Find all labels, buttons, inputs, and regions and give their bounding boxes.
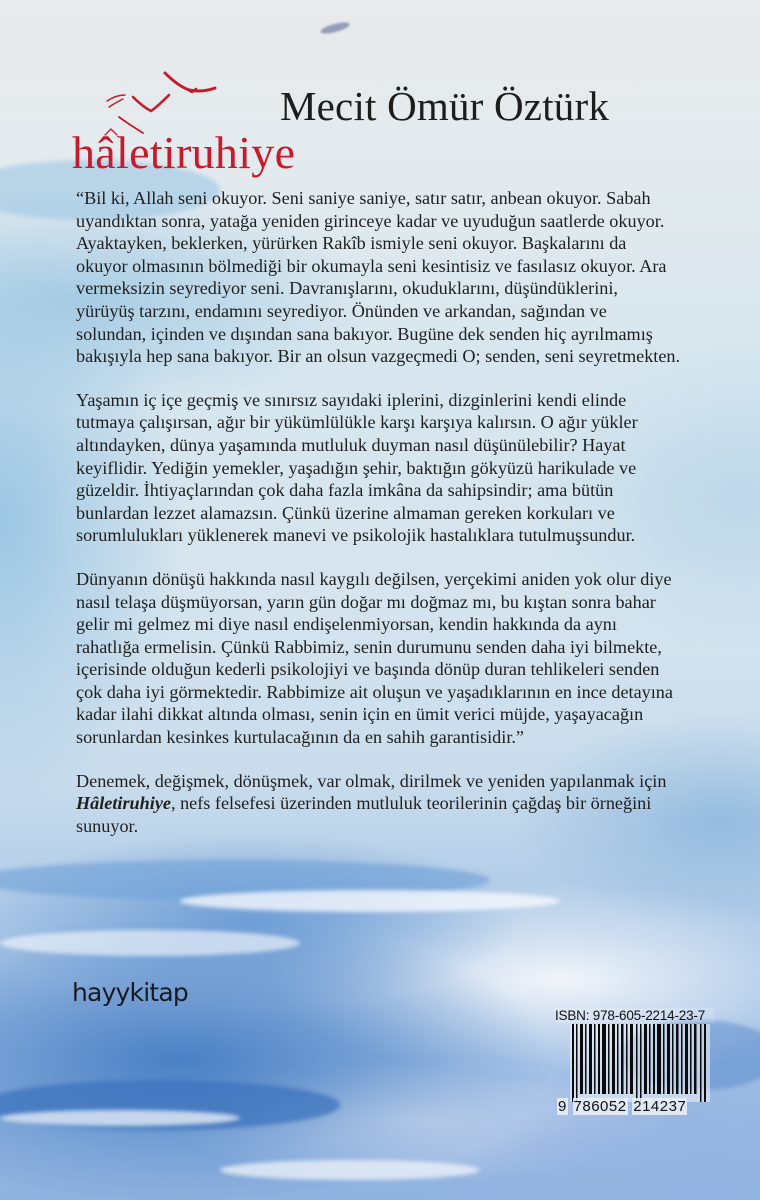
title-emphasis: Hâletiruhiye bbox=[76, 793, 171, 814]
author-name: Mecit Ömür Öztürk bbox=[280, 83, 610, 129]
blurb-text bbox=[76, 187, 716, 858]
blurb-line: Yaşamın iç içe geçmiş ve sınırsız sayıdaki iplerini, dizginlerini kendi elinde bbox=[76, 389, 627, 410]
blurb-line: gelir mi gelmez mi diye nasıl endişelenmiyorsan, kendin hakkında da aynı bbox=[76, 614, 617, 635]
blurb-line: çok daha iyi görmektedir. Rabbimize ait oluşun ve yaşadıklarının en ince detayına bbox=[76, 681, 673, 702]
blurb-line: bunlardan lezzet alamazsın. Çünkü üzerine almaman gereken korkuları ve bbox=[76, 502, 615, 523]
isbn-block bbox=[555, 1008, 715, 1114]
blurb-line: solundan, içinden ve dışından sana bakıyor. Bugüne dek senden hiç ayrılmamış bbox=[76, 323, 653, 344]
blurb-line: keyiflidir. Yediğin yemekler, yaşadığın şehir, baktığın gökyüzü harikulade ve bbox=[76, 457, 637, 478]
blurb-line bbox=[76, 792, 716, 815]
blurb-line: yürüyüş tarzını, endamını seyrediyor. Önünden ve arkandan, sağından ve bbox=[76, 300, 607, 321]
publisher-logo: hayykitap bbox=[72, 978, 188, 1007]
blurb-line: bakışıyla hep sana bakıyor. Bir an olsun vazgeçmedi O; senden, seni seyretmekten. bbox=[76, 346, 681, 367]
blurb-line: rahatlığa ermelisin. Çünkü Rabbimiz, senin durumunu senden daha iyi bilmekte, bbox=[76, 636, 662, 657]
blurb-line: nasıl telaşa düşmüyorsan, yarın gün doğar mı doğmaz mı, bu kıştan sonra bahar bbox=[76, 591, 656, 612]
blurb-line: sunuyor. bbox=[76, 815, 139, 836]
isbn-label: ISBN: 978-605-2214-23-7 bbox=[555, 1008, 715, 1023]
blurb-line: vermeksizin seyrediyor seni. Davranışlarını, okuduklarını, düşündüklerini, bbox=[76, 278, 618, 299]
blurb-line: içerisinde olduğun kederli psikolojiyi ve başında dönüp duran tehlikeleri senden bbox=[76, 659, 660, 680]
blurb-line: altındayken, dünya yaşamında mutluluk duyman nasıl düşünülebilir? Hayat bbox=[76, 434, 626, 455]
watercolor-streak bbox=[180, 890, 560, 912]
barcode-bars bbox=[570, 1024, 710, 1102]
blurb-line: okuyor olmasının bölmediği bir okumayla seni kesintisiz ve fasılasız okuyor. Ara bbox=[76, 255, 667, 276]
blurb-line: Ayaktayken, beklerken, yürürken Rakîb ismiyle seni okuyor. Başkalarını da bbox=[76, 233, 627, 254]
blurb-line: kadar ilahi dikkat altında olması, senin için en ümit verici müjde, yaşayacağın bbox=[76, 704, 644, 725]
watercolor-streak bbox=[0, 1110, 240, 1126]
watercolor-streak bbox=[0, 930, 300, 956]
blurb-line: güzeldir. İhtiyaçlarından çok daha fazla imkâna da sahipsindir; ama bütün bbox=[76, 480, 614, 501]
watercolor-streak bbox=[319, 20, 350, 35]
blurb-line: tutmaya çalışırsan, ağır bir yükümlülükle karşı karşıya kalırsın. O ağır yükler bbox=[76, 412, 638, 433]
barcode-digits-right: 214237 bbox=[633, 1098, 687, 1115]
barcode-digit-lead: 9 bbox=[558, 1098, 567, 1115]
blurb-line: sorumlulukları yüklenerek manevi ve psikolojik hastalıklara tutulmuşsundur. bbox=[76, 525, 636, 546]
blurb-line-rest: , nefs felsefesi üzerinden mutluluk teorilerinin çağdaş bir örneğini bbox=[170, 793, 652, 814]
blurb-closing-paragraph bbox=[76, 770, 716, 838]
blurb-line: sorunlardan kesinkes kurtulacağının da en sahih garantisidir.” bbox=[76, 727, 524, 748]
blurb-line: Denemek, değişmek, dönüşmek, var olmak, dirilmek ve yeniden yapılanmak için bbox=[76, 770, 667, 791]
barcode-digits-left: 786052 bbox=[573, 1098, 627, 1115]
blurb-line: “Bil ki, Allah seni okuyor. Seni saniye saniye, satır satır, anbean okuyor. Sabah bbox=[76, 188, 651, 208]
blurb-line: Dünyanın dönüşü hakkında nasıl kaygılı değilsen, yerçekimi aniden yok olur diye bbox=[76, 568, 672, 589]
book-title: hâletiruhiye bbox=[72, 127, 296, 178]
watercolor-streak bbox=[220, 1160, 480, 1180]
barcode-icon bbox=[558, 1024, 710, 1115]
blurb-paragraph bbox=[76, 568, 716, 749]
barcode-digits bbox=[557, 1098, 687, 1115]
blurb-paragraph bbox=[76, 187, 716, 368]
blurb-line: uyandıktan sonra, yatağa yeniden girinceye kadar ve uyuduğun saatlerde okuyor. bbox=[76, 210, 665, 231]
blurb-paragraph bbox=[76, 389, 716, 547]
